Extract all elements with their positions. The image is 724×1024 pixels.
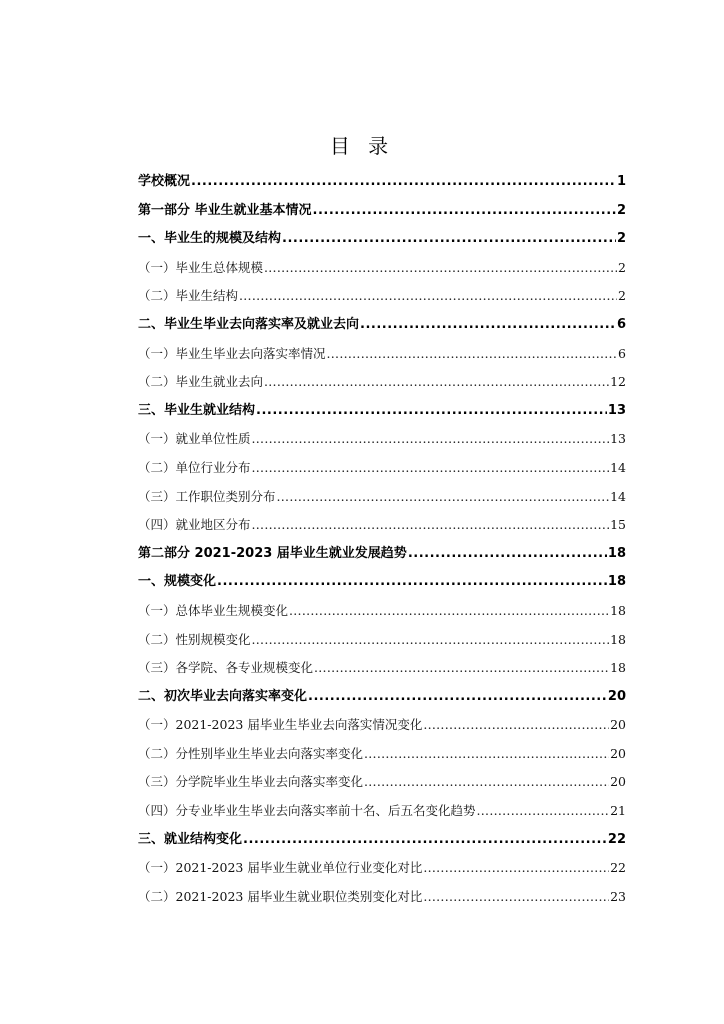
toc-entry-subsection[interactable]	[138, 340, 626, 369]
toc-dot-leader	[477, 797, 610, 826]
toc-dot-leader	[264, 254, 617, 283]
toc-dot-leader	[327, 340, 618, 369]
toc-dot-leader	[282, 225, 616, 254]
toc-entry-subsection[interactable]	[138, 425, 626, 454]
toc-dot-leader	[239, 282, 617, 311]
toc-entry-label: 学校概况	[138, 174, 191, 189]
toc-entry-label: 一、毕业生的规模及结构	[138, 231, 282, 247]
toc-dot-leader	[308, 683, 607, 712]
toc-page-number: 13	[610, 431, 626, 447]
toc-entry-label: 第二部分 2021-2023 届毕业生就业发展趋势	[138, 545, 407, 561]
toc-entry-subsection[interactable]	[138, 854, 626, 883]
toc-entry-label: （二）2021-2023 届毕业生就业职位类别变化对比	[138, 888, 423, 904]
toc-page-number: 18	[610, 660, 626, 676]
toc-dot-leader	[364, 768, 609, 797]
toc-entry-subsection[interactable]	[138, 454, 626, 483]
toc-entry-label: （二）分性别毕业生毕业去向落实率变化	[138, 745, 364, 761]
toc-entry-label: （四）就业地区分布	[138, 517, 251, 533]
toc-page-number: 13	[607, 402, 626, 418]
toc-entry-label: （一）毕业生总体规模	[138, 259, 264, 275]
toc-entry-section[interactable]	[138, 197, 626, 226]
toc-dot-leader	[423, 883, 609, 912]
toc-page-number: 12	[610, 374, 626, 390]
toc-entry-label: （三）分学院毕业生毕业去向落实率变化	[138, 774, 364, 790]
toc-entry-label: （一）2021-2023 届毕业生就业单位行业变化对比	[138, 860, 423, 876]
toc-entry-section[interactable]	[138, 683, 626, 712]
toc-entry-subsection[interactable]	[138, 282, 626, 311]
toc-entry-subsection[interactable]	[138, 711, 626, 740]
toc-entry-section[interactable]	[138, 568, 626, 597]
toc-entry-label: （二）毕业生结构	[138, 288, 239, 304]
toc-dot-leader	[252, 454, 610, 483]
toc-entry-label: 三、就业结构变化	[138, 831, 243, 847]
toc-page-number: 6	[618, 345, 626, 361]
toc-page-number: 23	[610, 888, 626, 904]
toc-entry-section[interactable]	[138, 826, 626, 855]
toc-entry-label: （二）毕业生就业去向	[138, 374, 264, 390]
toc-dot-leader	[364, 740, 609, 769]
toc-entry-label: （二）单位行业分布	[138, 459, 251, 475]
toc-dot-leader	[423, 711, 609, 740]
toc-entry-subsection[interactable]	[138, 654, 626, 683]
toc-entry-subsection[interactable]	[138, 368, 626, 397]
toc-page-number: 14	[610, 459, 626, 475]
toc-page-number: 22	[610, 860, 626, 876]
toc-entry-subsection[interactable]	[138, 597, 626, 626]
toc-page-number: 18	[607, 574, 626, 590]
toc-entry-label: 一、规模变化	[138, 574, 217, 590]
toc-page-number: 20	[607, 688, 626, 704]
toc-entry-subsection[interactable]	[138, 511, 626, 540]
toc-page-number: 2	[618, 259, 626, 275]
toc-dot-leader	[243, 826, 607, 855]
toc-page-number: 6	[616, 316, 626, 332]
toc-entry-label: （一）就业单位性质	[138, 431, 251, 447]
toc-page-number: 18	[607, 545, 626, 561]
toc-page-number: 2	[616, 231, 626, 247]
toc-page-number: 2	[616, 202, 626, 218]
toc-entry-label: 三、毕业生就业结构	[138, 402, 256, 418]
toc-page-number: 20	[610, 717, 626, 733]
toc-dot-leader	[191, 168, 616, 197]
toc-entry-label: 第一部分 毕业生就业基本情况	[138, 202, 312, 218]
toc-entry-section[interactable]	[138, 540, 626, 569]
toc-entry-label: （二）性别规模变化	[138, 631, 251, 647]
toc-entry-subsection[interactable]	[138, 254, 626, 283]
toc-entry-subsection[interactable]	[138, 626, 626, 655]
toc-page-number: 15	[610, 517, 626, 533]
toc-entry-label: （一）总体毕业生规模变化	[138, 602, 289, 618]
toc-entry-label: （一）毕业生毕业去向落实率情况	[138, 345, 326, 361]
toc-page-number: 18	[610, 631, 626, 647]
toc-dot-leader	[252, 511, 610, 540]
toc-page-number: 20	[610, 774, 626, 790]
toc-entry-label: （三）工作职位类别分布	[138, 488, 276, 504]
toc-dot-leader	[314, 654, 609, 683]
toc-entry-label: （三）各学院、各专业规模变化	[138, 660, 314, 676]
toc-page-number: 14	[610, 488, 626, 504]
toc-entry-subsection[interactable]	[138, 483, 626, 512]
toc-dot-leader	[313, 197, 616, 226]
toc-dot-leader	[423, 854, 609, 883]
toc-title: 目 录	[329, 134, 395, 158]
toc-page-number: 18	[610, 602, 626, 618]
toc-page-number: 2	[618, 288, 626, 304]
toc-page-number: 22	[607, 831, 626, 847]
toc-entry-label: 二、毕业生毕业去向落实率及就业去向	[138, 316, 360, 332]
toc-entry-label: 二、初次毕业去向落实率变化	[138, 688, 308, 704]
toc-page-number: 1	[616, 174, 626, 189]
toc-dot-leader	[289, 597, 609, 626]
toc-page-number: 21	[610, 803, 626, 819]
toc-dot-leader	[217, 568, 607, 597]
toc-entry-section[interactable]	[138, 397, 626, 426]
toc-entry-subsection[interactable]	[138, 768, 626, 797]
toc-dot-leader	[264, 368, 609, 397]
toc-dot-leader	[408, 540, 607, 569]
toc-entry-section[interactable]	[138, 311, 626, 340]
toc-entry-section[interactable]	[138, 168, 626, 197]
toc-dot-leader	[360, 311, 616, 340]
toc-entry-subsection[interactable]	[138, 797, 626, 826]
toc-page-number: 20	[610, 745, 626, 761]
toc-entry-label: （一）2021-2023 届毕业生毕业去向落实情况变化	[138, 717, 423, 733]
toc-entry-subsection[interactable]	[138, 740, 626, 769]
toc-list	[138, 168, 626, 911]
toc-dot-leader	[277, 483, 610, 512]
toc-entry-label: （四）分专业毕业生毕业去向落实率前十名、后五名变化趋势	[138, 803, 476, 819]
toc-entry-subsection[interactable]	[138, 883, 626, 912]
toc-dot-leader	[252, 626, 610, 655]
toc-dot-leader	[256, 397, 607, 426]
toc-dot-leader	[252, 425, 610, 454]
toc-entry-section[interactable]	[138, 225, 626, 254]
